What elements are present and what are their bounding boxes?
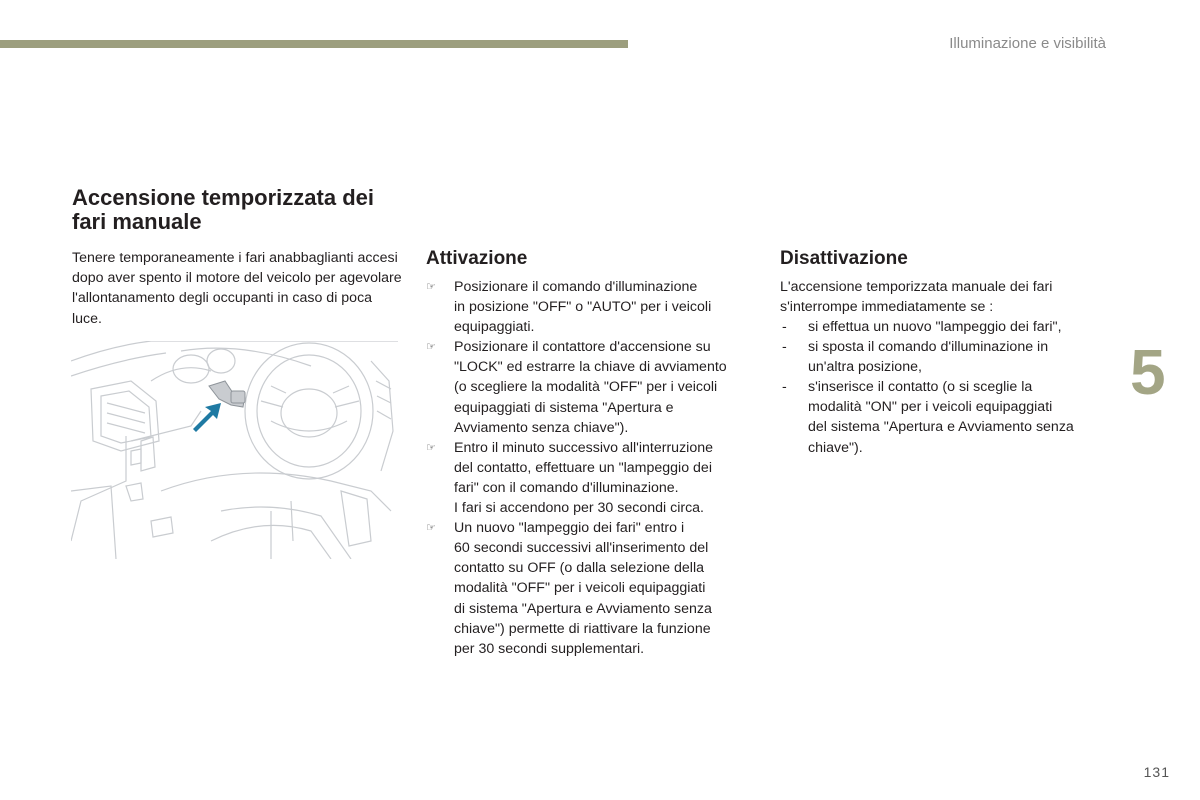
list-line: chiave") permette di riattivare la funzione — [454, 620, 711, 637]
list-line: si effettua un nuovo "lampeggio dei fari", — [808, 319, 1062, 335]
main-title: Accensione temporizzata dei fari manuale — [72, 185, 374, 234]
intro-line: L'accensione temporizzata manuale dei fari — [780, 279, 1053, 295]
list-line: (o scegliere la modalità "OFF" per i veicoli — [454, 379, 718, 396]
list-line: contatto su OFF (o dalla selezione della — [454, 560, 704, 577]
list-line: fari" con il comando d'illuminazione. — [454, 479, 679, 496]
dash-bullet: - — [782, 379, 787, 396]
list-line: si sposta il comando d'illuminazione in — [808, 339, 1049, 356]
disattivazione-list — [780, 317, 1120, 458]
section-title: Illuminazione e visibilità — [949, 35, 1106, 52]
list-line: equipaggiati. — [454, 319, 535, 336]
list-item — [426, 438, 766, 518]
disattivazione-heading: Disattivazione — [780, 248, 908, 269]
list-line: I fari si accendono per 30 secondi circa. — [454, 500, 704, 517]
pointing-hand-icon: ☞ — [426, 341, 436, 354]
header-accent-bar — [0, 40, 628, 48]
list-item — [780, 317, 1120, 337]
chapter-number: 5 — [1130, 336, 1166, 408]
pointing-hand-icon: ☞ — [426, 441, 436, 454]
list-line: Un nuovo "lampeggio dei fari" entro i — [454, 520, 685, 537]
dash-bullet: - — [782, 319, 787, 335]
list-line: chiave"). — [808, 439, 863, 456]
dash-bullet: - — [782, 339, 787, 356]
list-item — [426, 337, 766, 437]
list-item — [426, 518, 766, 659]
list-line: Posizionare il contattore d'accensione su — [454, 339, 711, 356]
list-line: Entro il minuto successivo all'interruzione — [454, 439, 713, 456]
list-line: in posizione "OFF" o "AUTO" per i veicoli — [454, 299, 712, 316]
intro-line: s'interrompe immediatamente se : — [780, 299, 994, 316]
list-line: del contatto, effettuare un "lampeggio dei — [454, 459, 712, 476]
list-line: di sistema "Apertura e Avviamento senza — [454, 600, 712, 617]
list-line: equipaggiati di sistema "Apertura e — [454, 399, 674, 416]
pointing-hand-icon: ☞ — [426, 281, 436, 293]
list-item — [780, 377, 1120, 457]
list-line: Avviamento senza chiave"). — [454, 419, 629, 436]
list-line: un'altra posizione, — [808, 359, 922, 376]
list-line: 60 secondi successivi all'inserimento del — [454, 540, 709, 557]
list-line: "LOCK" ed estrarre la chiave di avviamento — [454, 359, 727, 376]
page-number: 131 — [1143, 764, 1170, 780]
intro-paragraph: Tenere temporaneamente i fari anabbaglianti accesi dopo aver spento il motore del veicolo per agevolare l'allontanamento degli occupanti in caso di poca luce. — [72, 250, 402, 327]
disattivazione-intro — [780, 277, 1110, 317]
pointing-hand-icon: ☞ — [426, 522, 436, 535]
attivazione-list — [426, 277, 766, 659]
dashboard-lighting-stalk-illustration — [71, 341, 398, 559]
list-line: per 30 secondi supplementari. — [454, 640, 645, 657]
list-line: modalità "ON" per i veicoli equipaggiati — [808, 399, 1053, 416]
list-item — [426, 277, 766, 337]
list-line: s'inserisce il contatto (o si sceglie la — [808, 379, 1033, 396]
list-line: Posizionare il comando d'illuminazione — [454, 279, 698, 295]
list-line: modalità "OFF" per i veicoli equipaggiati — [454, 580, 706, 597]
list-line: del sistema "Apertura e Avviamento senza — [808, 419, 1074, 436]
list-item — [780, 337, 1120, 377]
attivazione-heading: Attivazione — [426, 248, 528, 269]
